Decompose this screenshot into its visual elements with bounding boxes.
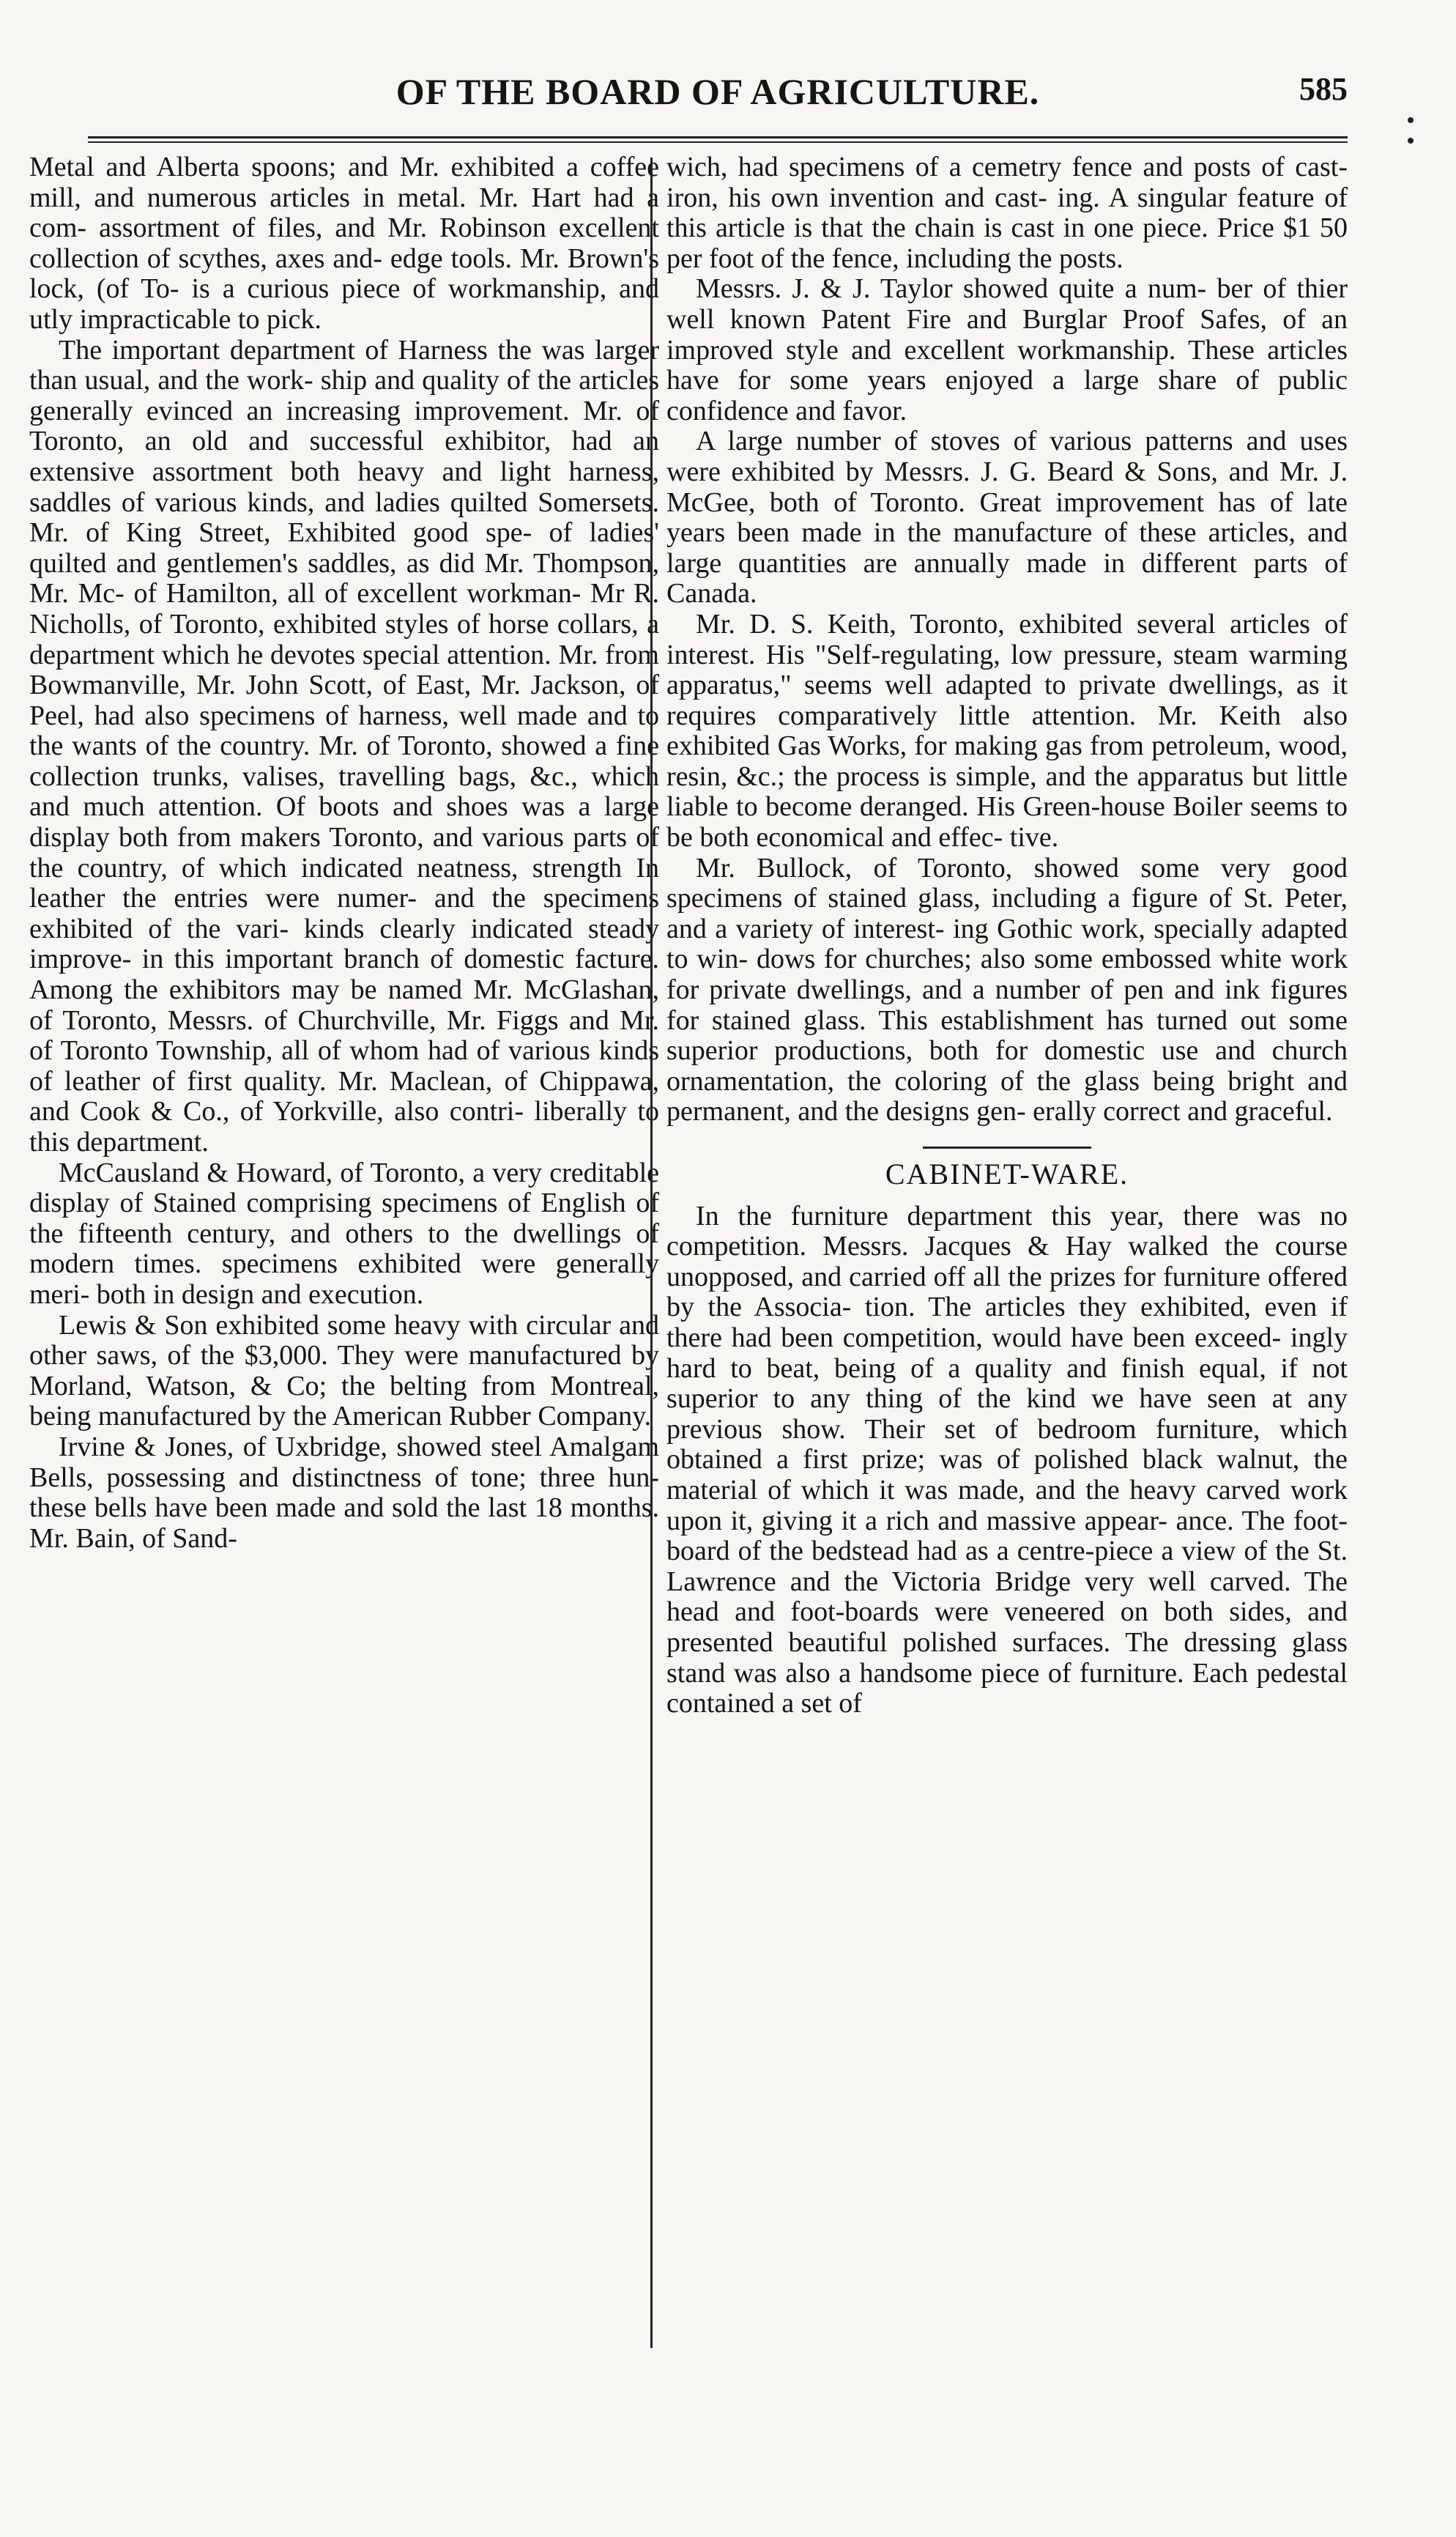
paragraph: Metal and Alberta spoons; and Mr. exhibited a coffee mill, and numerous articles in metal. Mr. Hart had a com- assortment of files, and Mr. Robinson excellent collection of scythes, axes and- edge tools. Mr. Brown's lock, (of To- is a curious piece of workmanship, and utly impracticable to pick.: [29, 152, 659, 335]
paragraph: Mr. Bullock, of Toronto, showed some very good specimens of stained glass, including a figure of St. Peter, and a variety of interest- ing Gothic work, specially adapted to win- dows for churches; also some embossed white work for private dwellings, and a number of pen and ink figures for stained glass. This establishment has turned out some superior productions, both for domestic use and church ornamentation, the coloring of the glass being bright and permanent, and the designs gen- erally correct and graceful.: [666, 852, 1348, 1127]
paragraph: wich, had specimens of a cemetry fence and posts of cast-iron, his own invention and cast- ing. A singular feature of this article is that the chain is cast in one piece. Price $1 50 per foot of the fence, including the posts.: [666, 152, 1348, 274]
paragraph: A large number of stoves of various patterns and uses were exhibited by Messrs. J. G. Beard & Sons, and Mr. J. McGee, both of Toronto. Great improvement has of late years been made in the manufacture of these articles, and large quantities are annually made in different parts of Canada.: [666, 426, 1348, 610]
paragraph: McCausland & Howard, of Toronto, a very creditable display of Stained comprising specimens of English of the fifteenth century, and others to the dwellings of modern times. specimens exhibited were generally meri- both in design and execution.: [29, 1157, 659, 1310]
section-heading: CABINET-WARE.: [666, 1147, 1348, 1190]
paragraph: Irvine & Jones, of Uxbridge, showed steel Amalgam Bells, possessing and distinctness of tone; three hun- these bells have been made and sold the last 18 months. Mr. Bain, of Sand-: [29, 1431, 659, 1554]
right-column: [666, 152, 1348, 1719]
header-rule-thin: [88, 141, 1348, 143]
paragraph: The important department of Harness the was larger than usual, and the work- ship and quality of the articles generally evinced an increasing improvement. Mr. of Toronto, an old and successful exhibitor, had an extensive assortment both heavy and light harness, saddles of various kinds, and ladies quilted Somersets. Mr. of King Street, Exhibited good spe- of ladies' quilted and gentlemen's saddles, as did Mr. Thompson, Mr. Mc- of Hamilton, all of excellent workman- Mr R. Nicholls, of Toronto, exhibited styles of horse collars, a department which he devotes special attention. Mr. from Bowmanville, Mr. John Scott, of East, Mr. Jackson, of Peel, had also specimens of harness, well made and to the wants of the country. Mr. of Toronto, showed a fine collection trunks, valises, travelling bags, &c., which and much attention. Of boots and shoes was a large display both from makers Toronto, and various parts of the country, of which indicated neatness, strength In leather the entries were numer- and the specimens exhibited of the vari- kinds clearly indicated steady improve- in this important branch of domestic facture. Among the exhibitors may be named Mr. McGlashan, of Toronto, Messrs. of Churchville, Mr. Figgs and Mr. of Toronto Township, all of whom had of various kinds of leather of first quality. Mr. Maclean, of Chippawa, and Cook & Co., of Yorkville, also contri- liberally to this department.: [29, 334, 659, 1158]
header-rule: [88, 136, 1348, 138]
paragraph: Mr. D. S. Keith, Toronto, exhibited several articles of interest. His "Self-regulating, low pressure, steam warming apparatus," seems well adapted to private dwellings, as it requires comparatively little attention. Mr. Keith also exhibited Gas Works, for making gas from petroleum, wood, resin, &c.; the process is simple, and the apparatus but little liable to become deranged. His Green-house Boiler seems to be both economical and effec- tive.: [666, 608, 1348, 853]
margin-dots: [1408, 117, 1416, 152]
running-head: OF THE BOARD OF AGRICULTURE.: [395, 71, 1040, 112]
page-number: 585: [1299, 71, 1348, 107]
paragraph: In the furniture department this year, there was no competition. Messrs. Jacques & Hay walked the course unopposed, and carried off all the prizes for furniture offered by the Associa- tion. The articles they exhibited, even if there had been competition, would have been exceed- ingly hard to beat, being of a quality and finish equal, if not superior to any thing of the kind we have seen at any previous show. Their set of bedroom furniture, which obtained a first prize; was of polished black walnut, the material of which it was made, and the heavy carved work upon it, giving it a rich and massive appear- ance. The foot-board of the bedstead had as a centre-piece a view of the St. Lawrence and the Victoria Bridge very well carved. The head and foot-boards were veneered on both sides, and presented beautiful polished surfaces. The dressing glass stand was also a handsome piece of furniture. Each pedestal contained a set of: [666, 1200, 1348, 1719]
left-column: [29, 152, 659, 1554]
page-header: [88, 70, 1348, 144]
paragraph: Messrs. J. & J. Taylor showed quite a num- ber of thier well known Patent Fire and Burglar Proof Safes, of an improved style and excellent workmanship. These articles have for some years enjoyed a large share of public confidence and favor.: [666, 273, 1348, 426]
paragraph: Lewis & Son exhibited some heavy with circular and other saws, of the $3,000. They were manufactured by Morland, Watson, & Co; the belting from Montreal, being manufactured by the American Rubber Company.: [29, 1309, 659, 1432]
column-divider: [650, 158, 653, 2348]
